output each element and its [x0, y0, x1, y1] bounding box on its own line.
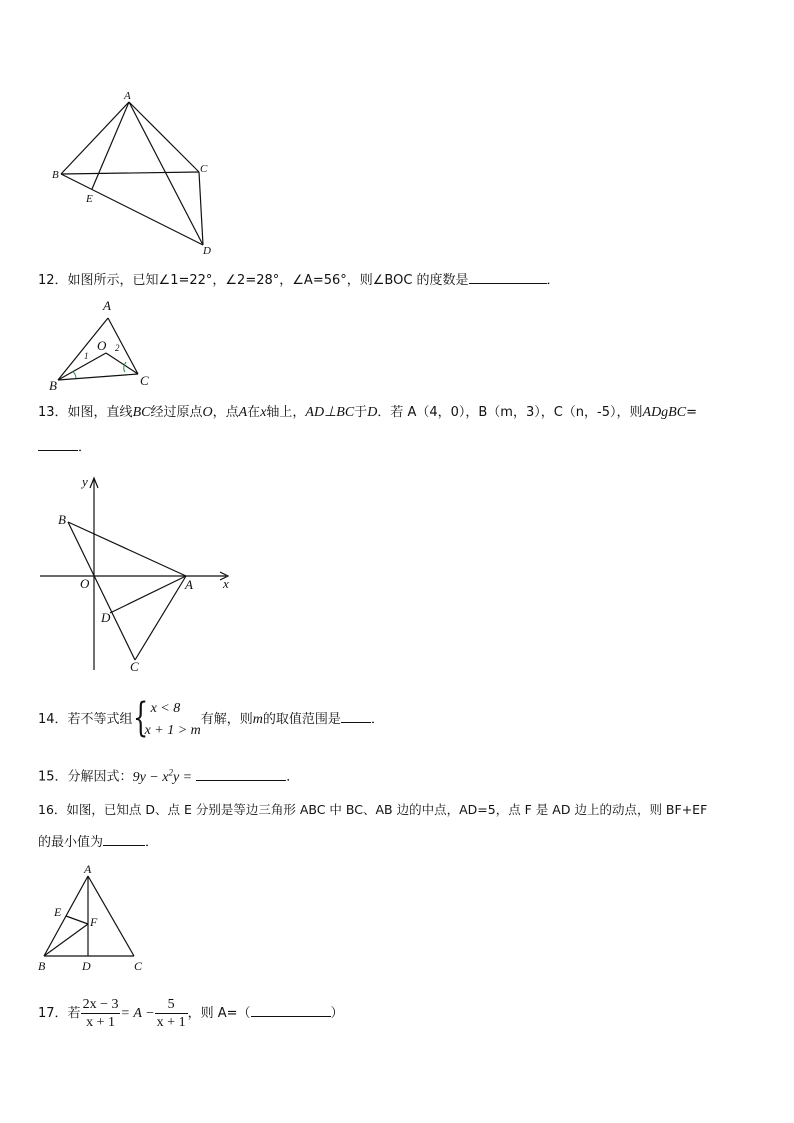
period: ．	[145, 835, 159, 850]
text: ，点	[212, 405, 239, 420]
expression: $9y - x^2y$ =	[132, 767, 193, 785]
text: 轴上，	[266, 405, 306, 420]
period: ．	[370, 712, 384, 727]
answer-blank[interactable]	[196, 768, 286, 781]
text: =	[686, 405, 697, 420]
label-x: x	[223, 576, 229, 591]
label-O: O	[80, 576, 90, 591]
label-B: B	[52, 169, 59, 181]
fraction-2: $\frac{5}{x + 1}$	[156, 997, 186, 1030]
period: ．	[546, 273, 560, 288]
label-D: D	[82, 959, 91, 973]
question-12	[38, 271, 560, 290]
text: 经过原点	[150, 405, 203, 420]
period: ．	[78, 440, 92, 455]
text: 在	[247, 405, 261, 420]
label-y: y	[82, 474, 88, 489]
close-paren: ）	[330, 1006, 344, 1021]
text: ，则 A=（	[187, 1006, 251, 1021]
question-number: 15．	[38, 769, 68, 785]
question-number: 16．	[38, 802, 67, 817]
figure-q13	[38, 474, 238, 674]
figure-q12	[42, 296, 162, 392]
text: 分解因式：	[67, 769, 133, 785]
question-14	[38, 696, 384, 744]
label-A: A	[124, 90, 131, 102]
text: ．若 A（4，0），B（m，3），C（n，-5），则	[377, 405, 643, 420]
answer-blank[interactable]	[103, 833, 145, 846]
answer-blank[interactable]	[341, 710, 371, 723]
answer-blank[interactable]	[469, 271, 547, 284]
label-C: C	[134, 959, 143, 973]
text: 若不等式组	[67, 712, 133, 727]
math-ADgBC: ADgBC	[642, 405, 687, 420]
label-A: A	[185, 577, 193, 592]
math-D: D	[367, 405, 378, 420]
label-D: D	[203, 245, 211, 257]
text: 的取值范围是	[262, 712, 341, 727]
label-E: E	[86, 193, 93, 205]
text: 若	[67, 1006, 81, 1021]
period: ．	[286, 769, 300, 785]
label-E: E	[54, 905, 62, 919]
question-13-line2	[38, 438, 91, 457]
label-B: B	[38, 959, 46, 973]
label-B: B	[49, 378, 57, 392]
label-B: B	[58, 512, 66, 527]
label-F: F	[90, 915, 98, 929]
question-15	[38, 763, 299, 787]
figure-q11	[40, 86, 230, 258]
question-13	[38, 404, 697, 422]
question-16	[38, 801, 707, 819]
label-C: C	[140, 373, 149, 388]
inequality-system: { x < 8 x + 1 > m	[132, 694, 201, 741]
question-number: 14．	[38, 712, 68, 727]
text: 的最小值为	[38, 835, 104, 850]
text: 如图，已知点 D、点 E 分别是等边三角形 ABC 中 BC、AB 边的中点，AD=5，点 F 是 AD 边上的动点，则 BF+EF	[66, 802, 708, 817]
label-2: 2	[115, 343, 120, 353]
label-A: A	[84, 862, 92, 876]
question-16-line2	[38, 833, 158, 852]
math-A: A	[238, 405, 248, 420]
math-O: O	[202, 405, 213, 420]
math-AD-perp-BC: AD⊥BC	[305, 405, 355, 420]
label-D: D	[101, 610, 111, 625]
answer-blank[interactable]	[38, 438, 78, 451]
fraction-1: $\frac{2x - 3}{x + 1}$	[82, 997, 119, 1030]
question-number: 17．	[38, 1006, 68, 1021]
text: 于	[354, 405, 368, 420]
answer-blank[interactable]	[251, 1004, 331, 1017]
question-text: 如图所示，已知∠1=22°，∠2=28°，∠A=56°，则∠BOC 的度数是	[67, 273, 469, 288]
label-A: A	[103, 298, 111, 313]
inequality-1: x < 8	[150, 700, 181, 716]
math-BC: BC	[132, 405, 151, 420]
math-x: x	[260, 405, 267, 420]
text: 如图，直线	[67, 405, 133, 420]
math-equals-A-minus: = A −	[120, 1006, 155, 1021]
math-m: m	[252, 712, 263, 727]
question-number: 13．	[38, 405, 68, 420]
figure-q16	[32, 862, 162, 974]
label-C: C	[200, 163, 208, 175]
question-number: 12．	[38, 273, 68, 288]
label-1: 1	[84, 351, 89, 361]
label-C: C	[130, 659, 139, 674]
text: 有解，则	[200, 712, 253, 727]
label-O: O	[97, 338, 107, 353]
question-17	[38, 994, 344, 1034]
inequality-2: x + 1 > m	[144, 722, 201, 738]
